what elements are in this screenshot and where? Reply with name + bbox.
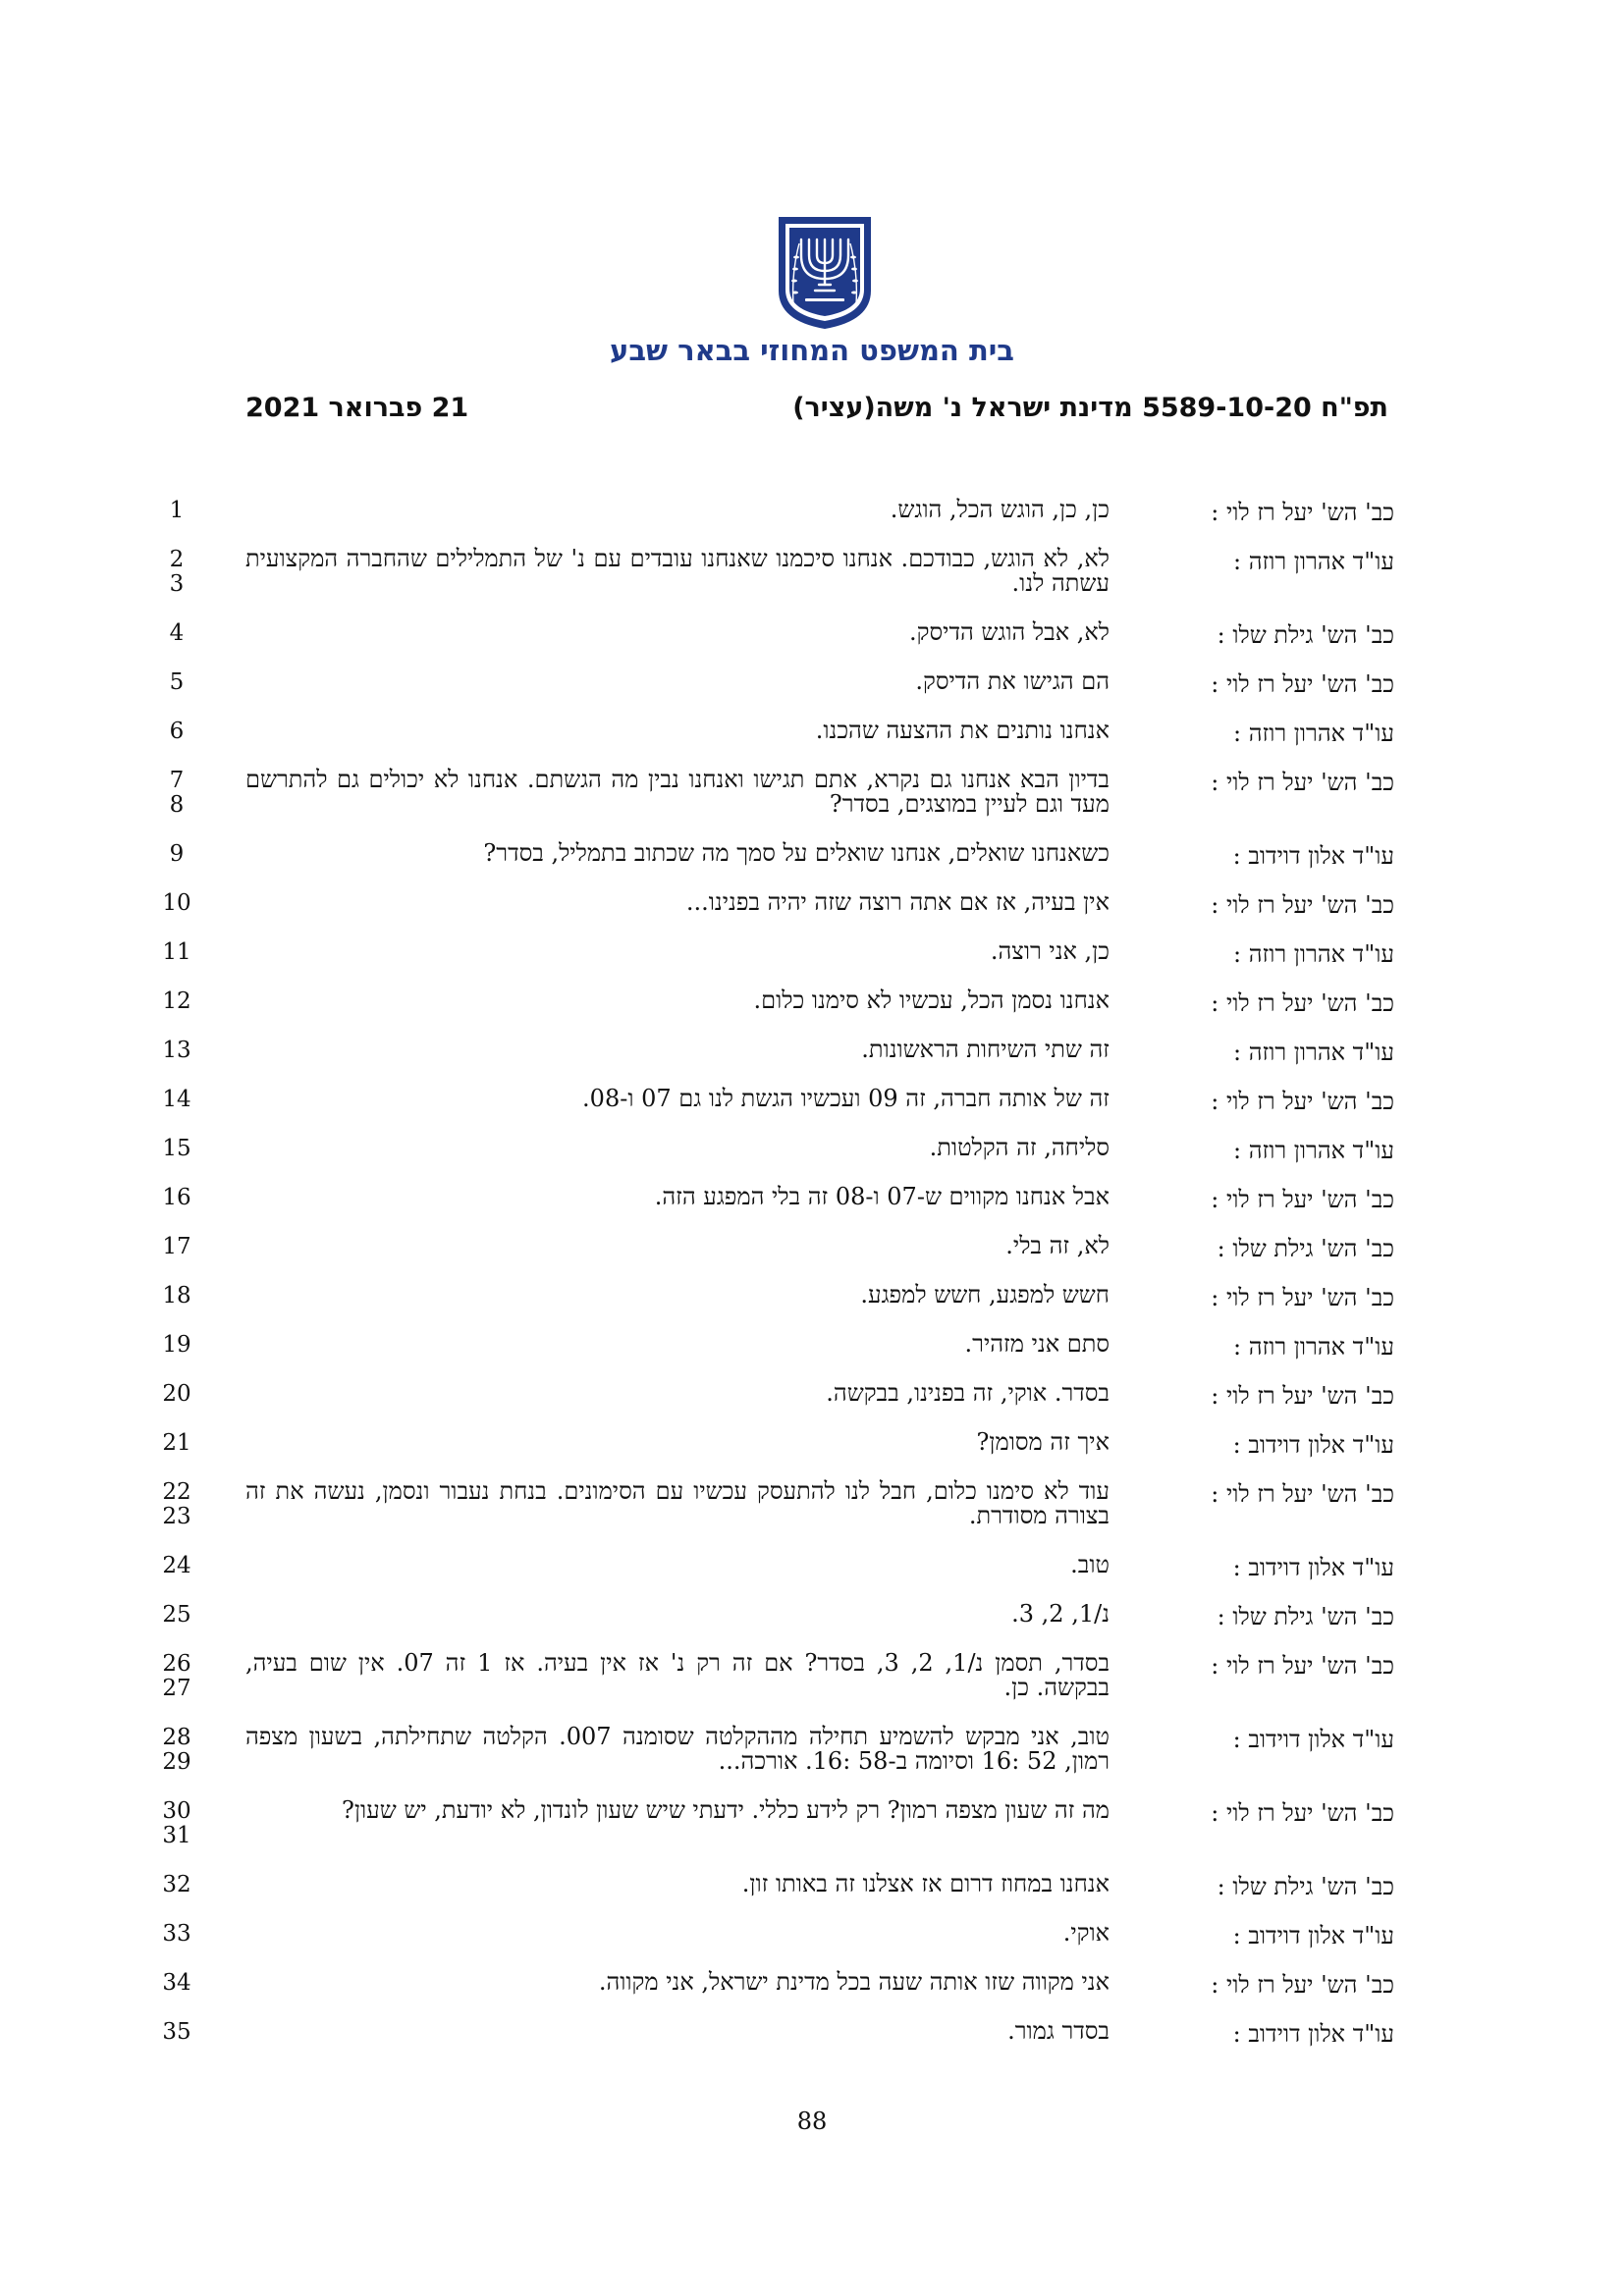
speaker-name: עו"ד אלון דוידוב : [1232, 1431, 1394, 1459]
line-number: 17 [162, 1234, 191, 1259]
line-number: 7 [169, 768, 185, 793]
line-number: 32 [162, 1872, 191, 1897]
line-number: 2 [169, 547, 185, 572]
line-number: 35 [162, 2019, 191, 2045]
transcript [147, 491, 1394, 2061]
utterance-text: בסדר. אוקי, זה בפנינו, בבקשה. [826, 1379, 1110, 1407]
line-number: 6 [169, 719, 185, 744]
transcript-entry [147, 712, 1394, 761]
transcript-entry [147, 1718, 1394, 1791]
speaker-name: כב' הש' יעל רז לוי : [1211, 670, 1394, 698]
line-number: 18 [162, 1283, 191, 1308]
line-number: 5 [169, 669, 185, 695]
utterance-text: נ/1, 2, 3. [1011, 1600, 1110, 1628]
line-number: 13 [162, 1038, 191, 1063]
line-numbers [147, 1333, 206, 1358]
speaker-name: עו"ד אלון דוידוב : [1232, 1922, 1394, 1949]
line-number: 16 [162, 1185, 191, 1210]
line-number: 31 [162, 1823, 191, 1848]
line-numbers [147, 1726, 206, 1775]
transcript-entry [147, 1865, 1394, 1914]
line-numbers [147, 1480, 206, 1529]
utterance-text: בדיון הבא אנחנו גם נקרא, אתם תגישו ואנחנו נבין מה הגשתם. אנחנו לא יכולים גם להתרשם מעד וגם לעיין במוצגים, בסדר? [245, 766, 1110, 818]
line-number: 1 [169, 498, 185, 523]
line-numbers [147, 499, 206, 523]
line-numbers [147, 548, 206, 597]
speaker-name: עו"ד אהרון רוזה : [1233, 548, 1394, 575]
speaker-name: כב' הש' גילת שלו : [1217, 1603, 1394, 1630]
line-numbers [147, 940, 206, 965]
line-number: 34 [162, 1970, 191, 1996]
utterance-text: עוד לא סימנו כלום, חבל לנו להתעסק עכשיו עם הסימונים. בנחת נעבור ונסמן, נעשה את זה בצורה מסודרת. [245, 1477, 1110, 1529]
line-numbers [147, 2020, 206, 2045]
utterance-text: טוב, אני מבקש להשמיע תחילה מההקלטה שסומנה 007. הקלטה שתחילתה, בשעון מצפה רמון, 52 :16 וסיומה ב-58 :16. אורכה... [245, 1723, 1110, 1775]
transcript-entry [147, 1374, 1394, 1423]
line-numbers [147, 989, 206, 1014]
transcript-entry [147, 1546, 1394, 1595]
transcript-entry [147, 883, 1394, 933]
transcript-entry [147, 1031, 1394, 1080]
utterance-text: זה של אותה חברה, זה 09 ועכשיו הגשת לנו גם 07 ו-08. [582, 1085, 1110, 1112]
line-number: 14 [162, 1087, 191, 1112]
transcript-entry [147, 614, 1394, 663]
utterance-text: סליחה, זה הקלטות. [929, 1134, 1110, 1161]
utterance-text: בסדר גמור. [1007, 2017, 1110, 2045]
speaker-name: עו"ד אלון דוידוב : [1232, 842, 1394, 870]
line-numbers [147, 1971, 206, 1996]
speaker-name: עו"ד אהרון רוזה : [1233, 1039, 1394, 1066]
case-reference: תפ"ח 5589-10-20 מדינת ישראל נ' משה(עציר) [792, 393, 1388, 423]
line-number: 11 [162, 939, 191, 965]
speaker-name: כב' הש' גילת שלו : [1217, 621, 1394, 649]
utterance-text: כשאנחנו שואלים, אנחנו שואלים על סמך מה שכתוב בתמליל, בסדר? [483, 839, 1110, 867]
line-number: 29 [162, 1749, 191, 1775]
line-numbers [147, 891, 206, 916]
transcript-entry [147, 2012, 1394, 2061]
line-numbers [147, 1922, 206, 1947]
utterance-text: אנחנו במחוז דרום אז אצלנו זה באותו זון. [741, 1870, 1110, 1897]
line-number: 24 [162, 1553, 191, 1578]
speaker-name: עו"ד אהרון רוזה : [1233, 940, 1394, 968]
line-number: 4 [169, 620, 185, 646]
line-number: 33 [162, 1921, 191, 1947]
line-numbers [147, 1603, 206, 1628]
speaker-name: עו"ד אלון דוידוב : [1232, 1554, 1394, 1581]
speaker-name: עו"ד אלון דוידוב : [1232, 2020, 1394, 2048]
utterance-text: זה שתי השיחות הראשונות. [861, 1036, 1110, 1063]
line-numbers [147, 1284, 206, 1308]
line-numbers [147, 1088, 206, 1112]
speaker-name: עו"ד אלון דוידוב : [1232, 1726, 1394, 1753]
line-number: 15 [162, 1136, 191, 1161]
speaker-name: עו"ד אהרון רוזה : [1233, 720, 1394, 747]
transcript-entry [147, 1178, 1394, 1227]
line-numbers [147, 1382, 206, 1407]
line-numbers [147, 842, 206, 867]
speaker-name: כב' הש' יעל רז לוי : [1211, 1799, 1394, 1827]
line-numbers [147, 1186, 206, 1210]
utterance-text: לא, זה בלי. [1005, 1232, 1110, 1259]
transcript-entry [147, 982, 1394, 1031]
line-numbers [147, 1431, 206, 1456]
transcript-entry [147, 1914, 1394, 1963]
utterance-text: אין בעיה, אז אם אתה רוצה שזה יהיה בפנינו... [685, 888, 1110, 916]
line-numbers [147, 1873, 206, 1897]
utterance-text: איך זה מסומן? [976, 1428, 1110, 1456]
utterance-text: לא, אבל הוגש הדיסק. [909, 618, 1110, 646]
utterance-text: טוב. [1070, 1551, 1110, 1578]
transcript-entry [147, 933, 1394, 982]
transcript-entry [147, 1080, 1394, 1129]
line-numbers [147, 1137, 206, 1161]
line-number: 8 [169, 792, 185, 818]
speaker-name: כב' הש' יעל רז לוי : [1211, 1382, 1394, 1410]
hearing-date: 21 פברואר 2021 [245, 393, 469, 423]
utterance-text: סתם אני מזהיר. [964, 1330, 1110, 1358]
utterance-text: הם הגישו את הדיסק. [915, 667, 1110, 695]
speaker-name: כב' הש' יעל רז לוי : [1211, 1088, 1394, 1115]
utterance-text: אבל אנחנו מקווים ש-07 ו-08 זה בלי המפגע הזה. [654, 1183, 1110, 1210]
transcript-entry [147, 540, 1394, 614]
line-number: 26 [162, 1651, 191, 1677]
line-number: 27 [162, 1676, 191, 1701]
utterance-text: בסדר, תסמן נ/1, 2, 3, בסדר? אם זה רק נ' אז אין בעיה. אז 1 זה 07. אין שום בעיה, בבקשה. כן. [245, 1649, 1110, 1701]
line-numbers [147, 769, 206, 818]
court-name: בית המשפט המחוזי בבאר שבע [610, 334, 1014, 367]
speaker-name: כב' הש' גילת שלו : [1217, 1873, 1394, 1900]
line-numbers [147, 1039, 206, 1063]
transcript-entry [147, 1276, 1394, 1325]
line-number: 21 [162, 1430, 191, 1456]
speaker-name: כב' הש' יעל רז לוי : [1211, 499, 1394, 526]
speaker-name: כב' הש' יעל רז לוי : [1211, 1186, 1394, 1213]
transcript-entry [147, 1325, 1394, 1374]
speaker-name: כב' הש' יעל רז לוי : [1211, 891, 1394, 919]
speaker-name: כב' הש' גילת שלו : [1217, 1235, 1394, 1262]
line-numbers [147, 670, 206, 695]
line-number: 19 [162, 1332, 191, 1358]
line-number: 25 [162, 1602, 191, 1628]
line-number: 20 [162, 1381, 191, 1407]
menorah-emblem-icon [776, 214, 874, 332]
line-numbers [147, 621, 206, 646]
speaker-name: כב' הש' יעל רז לוי : [1211, 769, 1394, 796]
line-numbers [147, 1799, 206, 1848]
utterance-text: אנחנו נסמן הכל, עכשיו לא סימנו כלום. [753, 987, 1110, 1014]
speaker-name: כב' הש' יעל רז לוי : [1211, 1652, 1394, 1680]
utterance-text: לא, לא הוגש, כבודכם. אנחנו סיכמנו שאנחנו עובדים עם נ' של התמלילים שהחברה המקצועית עשתה לנו. [245, 545, 1110, 597]
transcript-entry [147, 1423, 1394, 1472]
speaker-name: כב' הש' יעל רז לוי : [1211, 1480, 1394, 1508]
page-number: 88 [796, 2108, 828, 2135]
line-number: 23 [162, 1504, 191, 1529]
line-number: 28 [162, 1725, 191, 1750]
transcript-entry [147, 1472, 1394, 1546]
utterance-text: חשש למפגע, חשש למפגע. [860, 1281, 1110, 1308]
line-numbers [147, 720, 206, 744]
transcript-entry [147, 834, 1394, 883]
utterance-text: אוקי. [1062, 1919, 1110, 1947]
speaker-name: כב' הש' יעל רז לוי : [1211, 1284, 1394, 1311]
line-number: 30 [162, 1798, 191, 1824]
transcript-entry [147, 491, 1394, 540]
transcript-entry [147, 1644, 1394, 1718]
transcript-entry [147, 1791, 1394, 1865]
speaker-name: כב' הש' יעל רז לוי : [1211, 989, 1394, 1017]
line-numbers [147, 1235, 206, 1259]
transcript-entry [147, 761, 1394, 834]
line-number: 9 [169, 841, 185, 867]
speaker-name: עו"ד אהרון רוזה : [1233, 1137, 1394, 1164]
line-number: 10 [162, 890, 191, 916]
utterance-text: כן, כן, הוגש הכל, הוגש. [890, 496, 1110, 523]
speaker-name: כב' הש' יעל רז לוי : [1211, 1971, 1394, 1999]
transcript-entry [147, 1129, 1394, 1178]
transcript-entry [147, 663, 1394, 712]
line-number: 3 [169, 571, 185, 597]
transcript-entry [147, 1595, 1394, 1644]
utterance-text: כן, אני רוצה. [990, 937, 1110, 965]
utterance-text: אני מקווה שזו אותה שעה בכל מדינת ישראל, אני מקווה. [598, 1968, 1110, 1996]
line-numbers [147, 1554, 206, 1578]
utterance-text: מה זה שעון מצפה רמון? רק לידע כללי. ידעתי שיש שעון לונדון, לא יודעת, יש שעון? [342, 1796, 1110, 1824]
transcript-entry [147, 1227, 1394, 1276]
line-numbers [147, 1652, 206, 1701]
utterance-text: אנחנו נותנים את ההצעה שהכנו. [815, 717, 1110, 744]
speaker-name: עו"ד אהרון רוזה : [1233, 1333, 1394, 1361]
transcript-entry [147, 1963, 1394, 2012]
line-number: 22 [162, 1479, 191, 1505]
line-number: 12 [162, 988, 191, 1014]
